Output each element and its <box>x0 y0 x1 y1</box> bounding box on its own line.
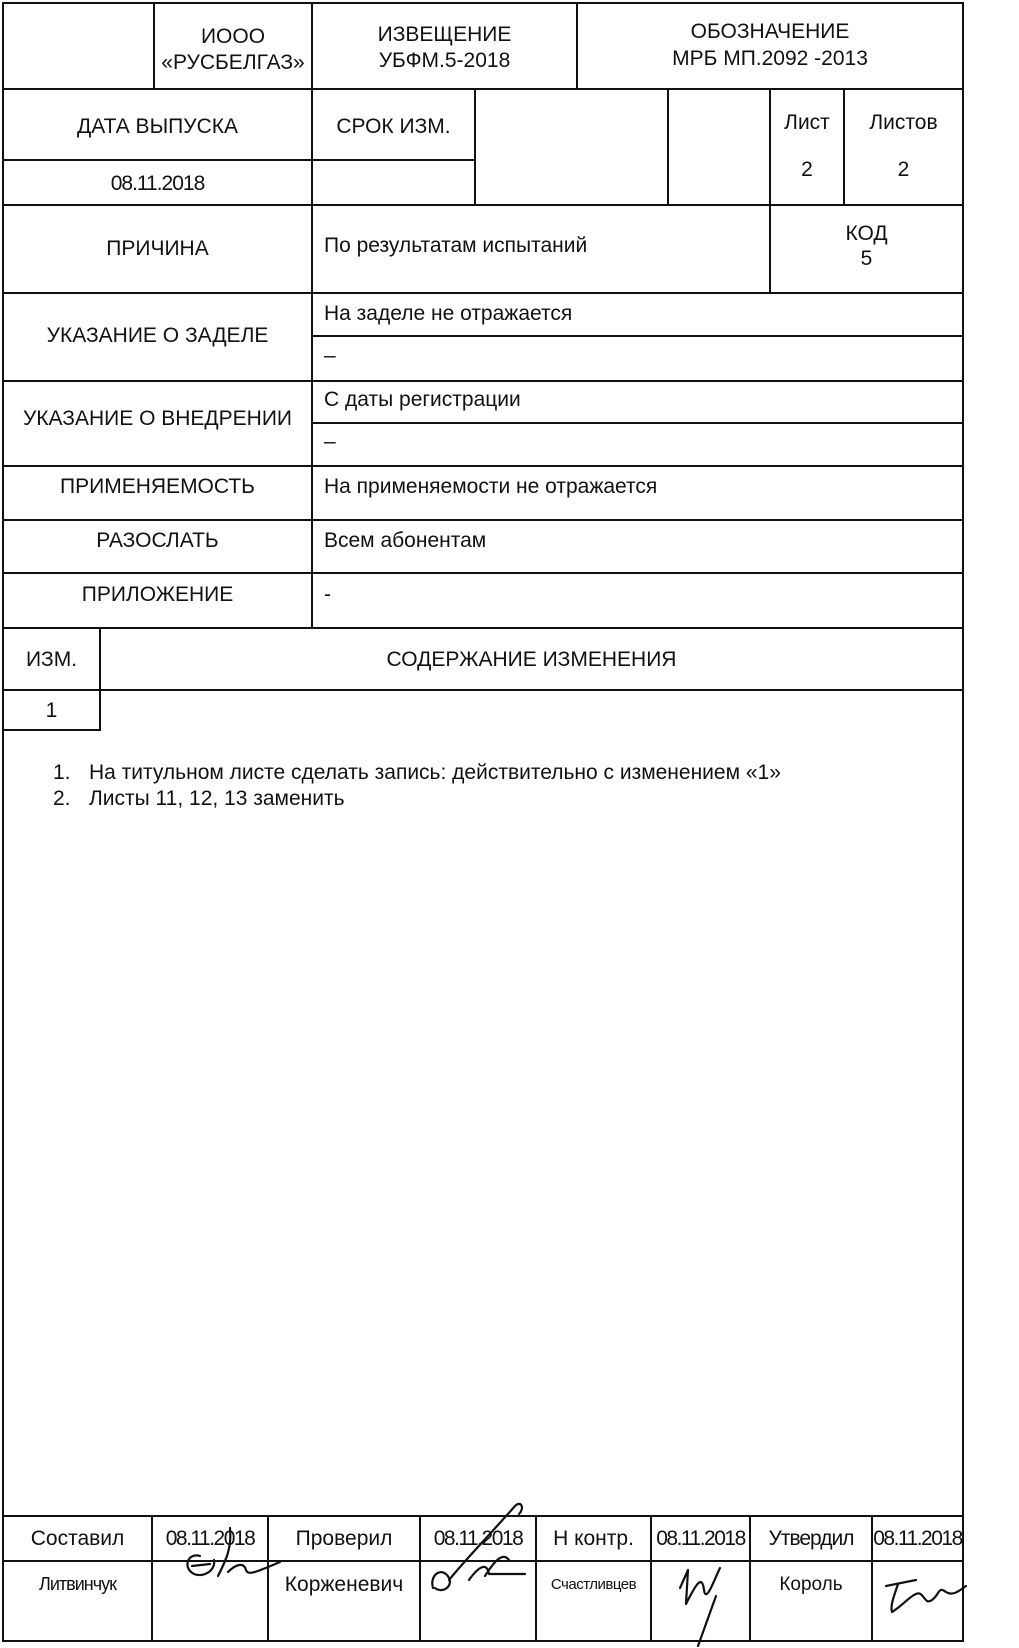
composed-label: Составил <box>30 1527 125 1550</box>
org-name-line1: ИООО <box>200 25 266 48</box>
approved-signature-icon <box>880 1566 970 1620</box>
change-item-text: На титульном листе сделать запись: действительно с изменением «1» <box>89 761 781 784</box>
composed-name: Литвинчук <box>39 1574 116 1594</box>
content-title: СОДЕРЖАНИЕ ИЗМЕНЕНИЯ <box>386 648 677 671</box>
composed-signature-icon <box>170 1520 290 1590</box>
reason-label: ПРИЧИНА <box>106 237 209 260</box>
sheet-label: Лист <box>784 111 830 134</box>
notice-label: ИЗВЕЩЕНИЕ <box>377 23 512 46</box>
sheets-label: Листов <box>869 111 938 134</box>
revision-value: 1 <box>45 699 58 722</box>
norm-control-label: Н контр. <box>553 1527 634 1550</box>
norm-control-date: 08.11.2018 <box>656 1527 745 1550</box>
change-item-number: 2. <box>53 787 71 810</box>
issue-date-label: ДАТА ВЫПУСКА <box>77 115 238 138</box>
norm-control-name: Счастливцев <box>550 1576 637 1593</box>
designation-value: МРБ МП.2092 -2013 <box>672 47 868 70</box>
implementation-line1: С даты регистрации <box>324 388 521 411</box>
code-value: 5 <box>860 247 873 270</box>
distribution-label: РАЗОСЛАТЬ <box>96 529 219 552</box>
change-item-number: 1. <box>53 761 71 784</box>
change-item-text: Листы 11, 12, 13 заменить <box>89 787 345 810</box>
applicability-value: На применяемости не отражается <box>324 475 658 498</box>
revision-label: ИЗМ. <box>25 648 78 671</box>
implementation-line2: – <box>324 430 336 453</box>
designation-label: ОБОЗНАЧЕНИЕ <box>690 20 850 43</box>
attachment-label: ПРИЛОЖЕНИЕ <box>81 583 234 606</box>
composed-date: 08.11.2018 <box>165 1527 255 1550</box>
org-name-line2: «РУСБЕЛГАЗ» <box>161 51 305 74</box>
code-label: КОД <box>845 222 888 245</box>
attachment-value: - <box>324 583 331 606</box>
implementation-label: УКАЗАНИЕ О ВНЕДРЕНИИ <box>22 407 293 430</box>
notice-number: УБФМ.5-2018 <box>378 49 511 72</box>
approved-date: 08.11.2018 <box>873 1527 962 1550</box>
distribution-value: Всем абонентам <box>324 529 487 552</box>
checked-label: Проверил <box>295 1527 393 1550</box>
issue-date-value: 08.11.2018 <box>110 172 205 195</box>
applicability-label: ПРИМЕНЯЕМОСТЬ <box>60 475 255 498</box>
backlog-line2: – <box>324 344 336 367</box>
norm-control-signature-icon <box>670 1560 750 1648</box>
deadline-label: СРОК ИЗМ. <box>336 115 451 138</box>
checked-date: 08.11.2018 <box>433 1527 523 1550</box>
sheet-value: 2 <box>801 158 813 181</box>
backlog-label: УКАЗАНИЕ О ЗАДЕЛЕ <box>46 324 269 347</box>
checked-signature-icon <box>425 1500 545 1600</box>
reason-value: По результатам испытаний <box>324 234 588 257</box>
checked-name: Корженевич <box>284 1573 404 1596</box>
backlog-line1: На заделе не отражается <box>324 302 573 325</box>
approved-name: Король <box>779 1574 843 1595</box>
sheets-value: 2 <box>897 158 910 181</box>
approved-label: Утвердил <box>768 1527 854 1550</box>
